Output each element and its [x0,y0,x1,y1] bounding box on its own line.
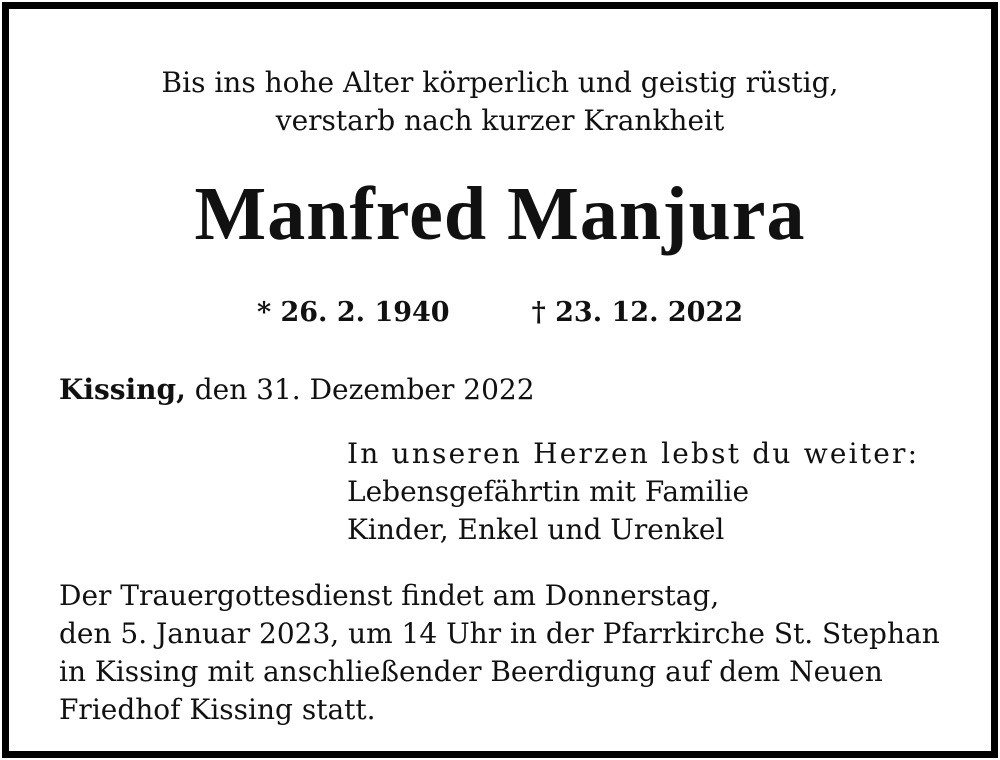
mourners-block [347,435,919,549]
birth-date: * 26. 2. 1940 [256,297,450,328]
service-line: Friedhof Kissing statt. [59,693,376,726]
deceased-name: Manfred Manjura [194,172,806,256]
notice-date: den 31. Dezember 2022 [185,373,535,406]
service-line: den 5. Januar 2023, um 14 Uhr in der Pfarrkirche St. Stephan [59,617,940,650]
place-and-date [59,371,535,409]
death-date: † 23. 12. 2022 [531,297,744,328]
service-information [59,577,940,729]
service-line: in Kissing mit anschließender Beerdigung auf dem Neuen [59,655,883,688]
mourner-line: Lebensgefährtin mit Familie [347,475,750,508]
mourner-line: Kinder, Enkel und Urenkel [347,513,725,546]
intro-line-2: verstarb nach kurzer Krankheit [275,104,725,137]
place-name: Kissing, [59,373,186,406]
obituary-notice [2,2,998,758]
intro-line-1: Bis ins hohe Alter körperlich und geistig rüstig, [161,66,839,99]
mourners-motto: In unseren Herzen lebst du weiter: [347,437,920,470]
life-dates [9,295,991,331]
service-line: Der Trauergottesdienst findet am Donnerstag, [59,579,720,612]
intro-text [9,64,991,140]
